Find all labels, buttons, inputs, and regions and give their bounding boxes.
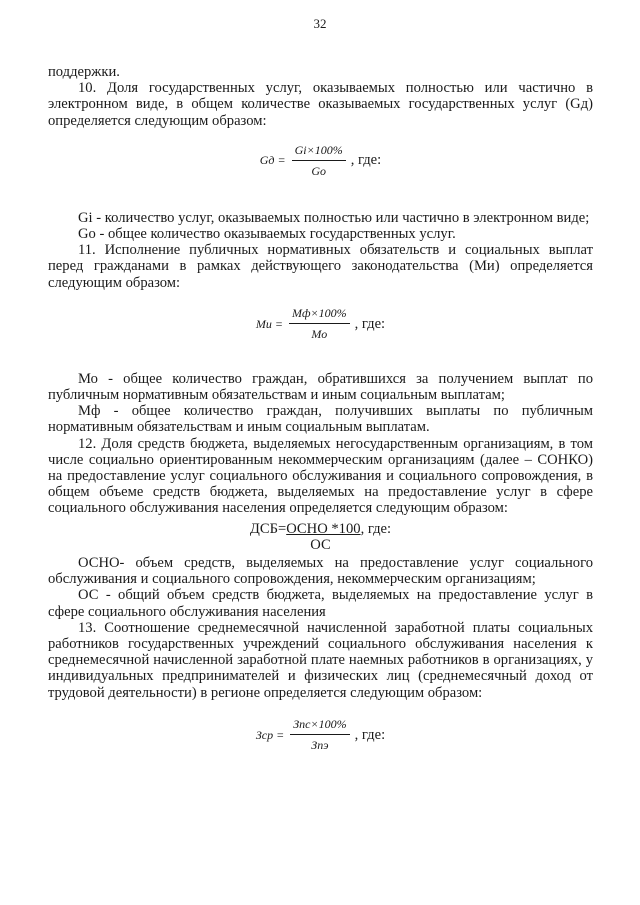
formula-lhs: Gд = xyxy=(259,153,286,168)
formula-dsb xyxy=(48,521,593,537)
definition-mf: Мф - общее количество граждан, получивших выплаты по публичным нормативным обязательствам и иным социальным выплатам. xyxy=(48,403,593,436)
fraction-denominator: Go xyxy=(311,163,326,178)
fraction-numerator: Зпс×100% xyxy=(290,716,349,735)
formula-lhs: ДСБ= xyxy=(249,520,287,537)
formula-gd xyxy=(48,129,593,192)
formula-tail: , где: xyxy=(354,726,386,743)
formula-tail: , где: xyxy=(350,152,382,169)
fraction-denominator: Зпэ xyxy=(311,738,329,753)
definition-os: ОС - общий объем средств бюджета, выделяемых на предоставление услуг в сфере социального обслуживания населения xyxy=(48,587,593,620)
formula-lhs: Зср = xyxy=(255,727,285,742)
fraction-numerator: Gi×100% xyxy=(292,142,346,161)
definition-go: Go - общее количество оказываемых государственных услуг. xyxy=(78,226,456,243)
fraction xyxy=(292,142,346,179)
definition-gi: Gi - количество услуг, оказываемых полностью или частично в электронном виде; xyxy=(78,209,590,226)
formula-mi xyxy=(48,291,593,357)
paragraph-11: 11. Исполнение публичных нормативных обязательств и социальных выплат перед гражданами в рамках действующего законодательства (Ми) определяется следующим образом: xyxy=(48,242,593,291)
fraction-numerator: Мф×100% xyxy=(289,305,350,324)
formula-tail: , где: xyxy=(354,315,386,332)
paragraph-12: 12. Доля средств бюджета, выделяемых негосударственным организациям, в том числе социально ориентированным некоммерческим организациям (далее – СОНКО) на предоставление услуг социального обслуживания и социального сопровождения, в общем объеме средств бюджета, выделяемых на предоставление услуг в сфере социального обслуживания населения определяется следующим образом: xyxy=(48,435,593,517)
page-number: 32 xyxy=(313,16,327,31)
paragraph-13: 13. Соотношение среднемесячной начисленной заработной платы социальных работников государственных учреждений социального обслуживания населения к среднемесячной начисленной заработной плате наемных работников в организациях, у индивидуальных предпринимателей и физических лиц (среднемесячный доход от трудовой деятельности) в регионе определяется следующим образом: xyxy=(48,619,593,701)
document-body xyxy=(48,64,593,769)
definition-osno: ОСНО- объем средств, выделяемых на предоставление услуг социального обслуживания и социального сопровождения, некоммерческим организациям; xyxy=(48,555,593,588)
formula-tail: , где: xyxy=(360,520,392,537)
definition-mo: Мо - общее количество граждан, обратившихся за получением выплат по публичным нормативным обязательствам и иным социальным выплатам; xyxy=(48,370,593,404)
formula-lhs: Ми = xyxy=(255,316,283,331)
paragraph-10: 10. Доля государственных услуг, оказываемых полностью или частично в электронном виде, в общем количестве оказываемых государственных услуг (Gд) определяется следующим образом: xyxy=(48,80,593,129)
fraction-denominator: Мо xyxy=(311,327,328,342)
formula-denominator: ОС xyxy=(310,536,331,553)
paragraph-continuation: поддержки. xyxy=(48,64,120,80)
formula-zsr xyxy=(48,701,593,769)
fraction xyxy=(289,305,350,342)
formula-numerator: ОСНО *100 xyxy=(286,520,361,537)
fraction xyxy=(290,716,349,753)
